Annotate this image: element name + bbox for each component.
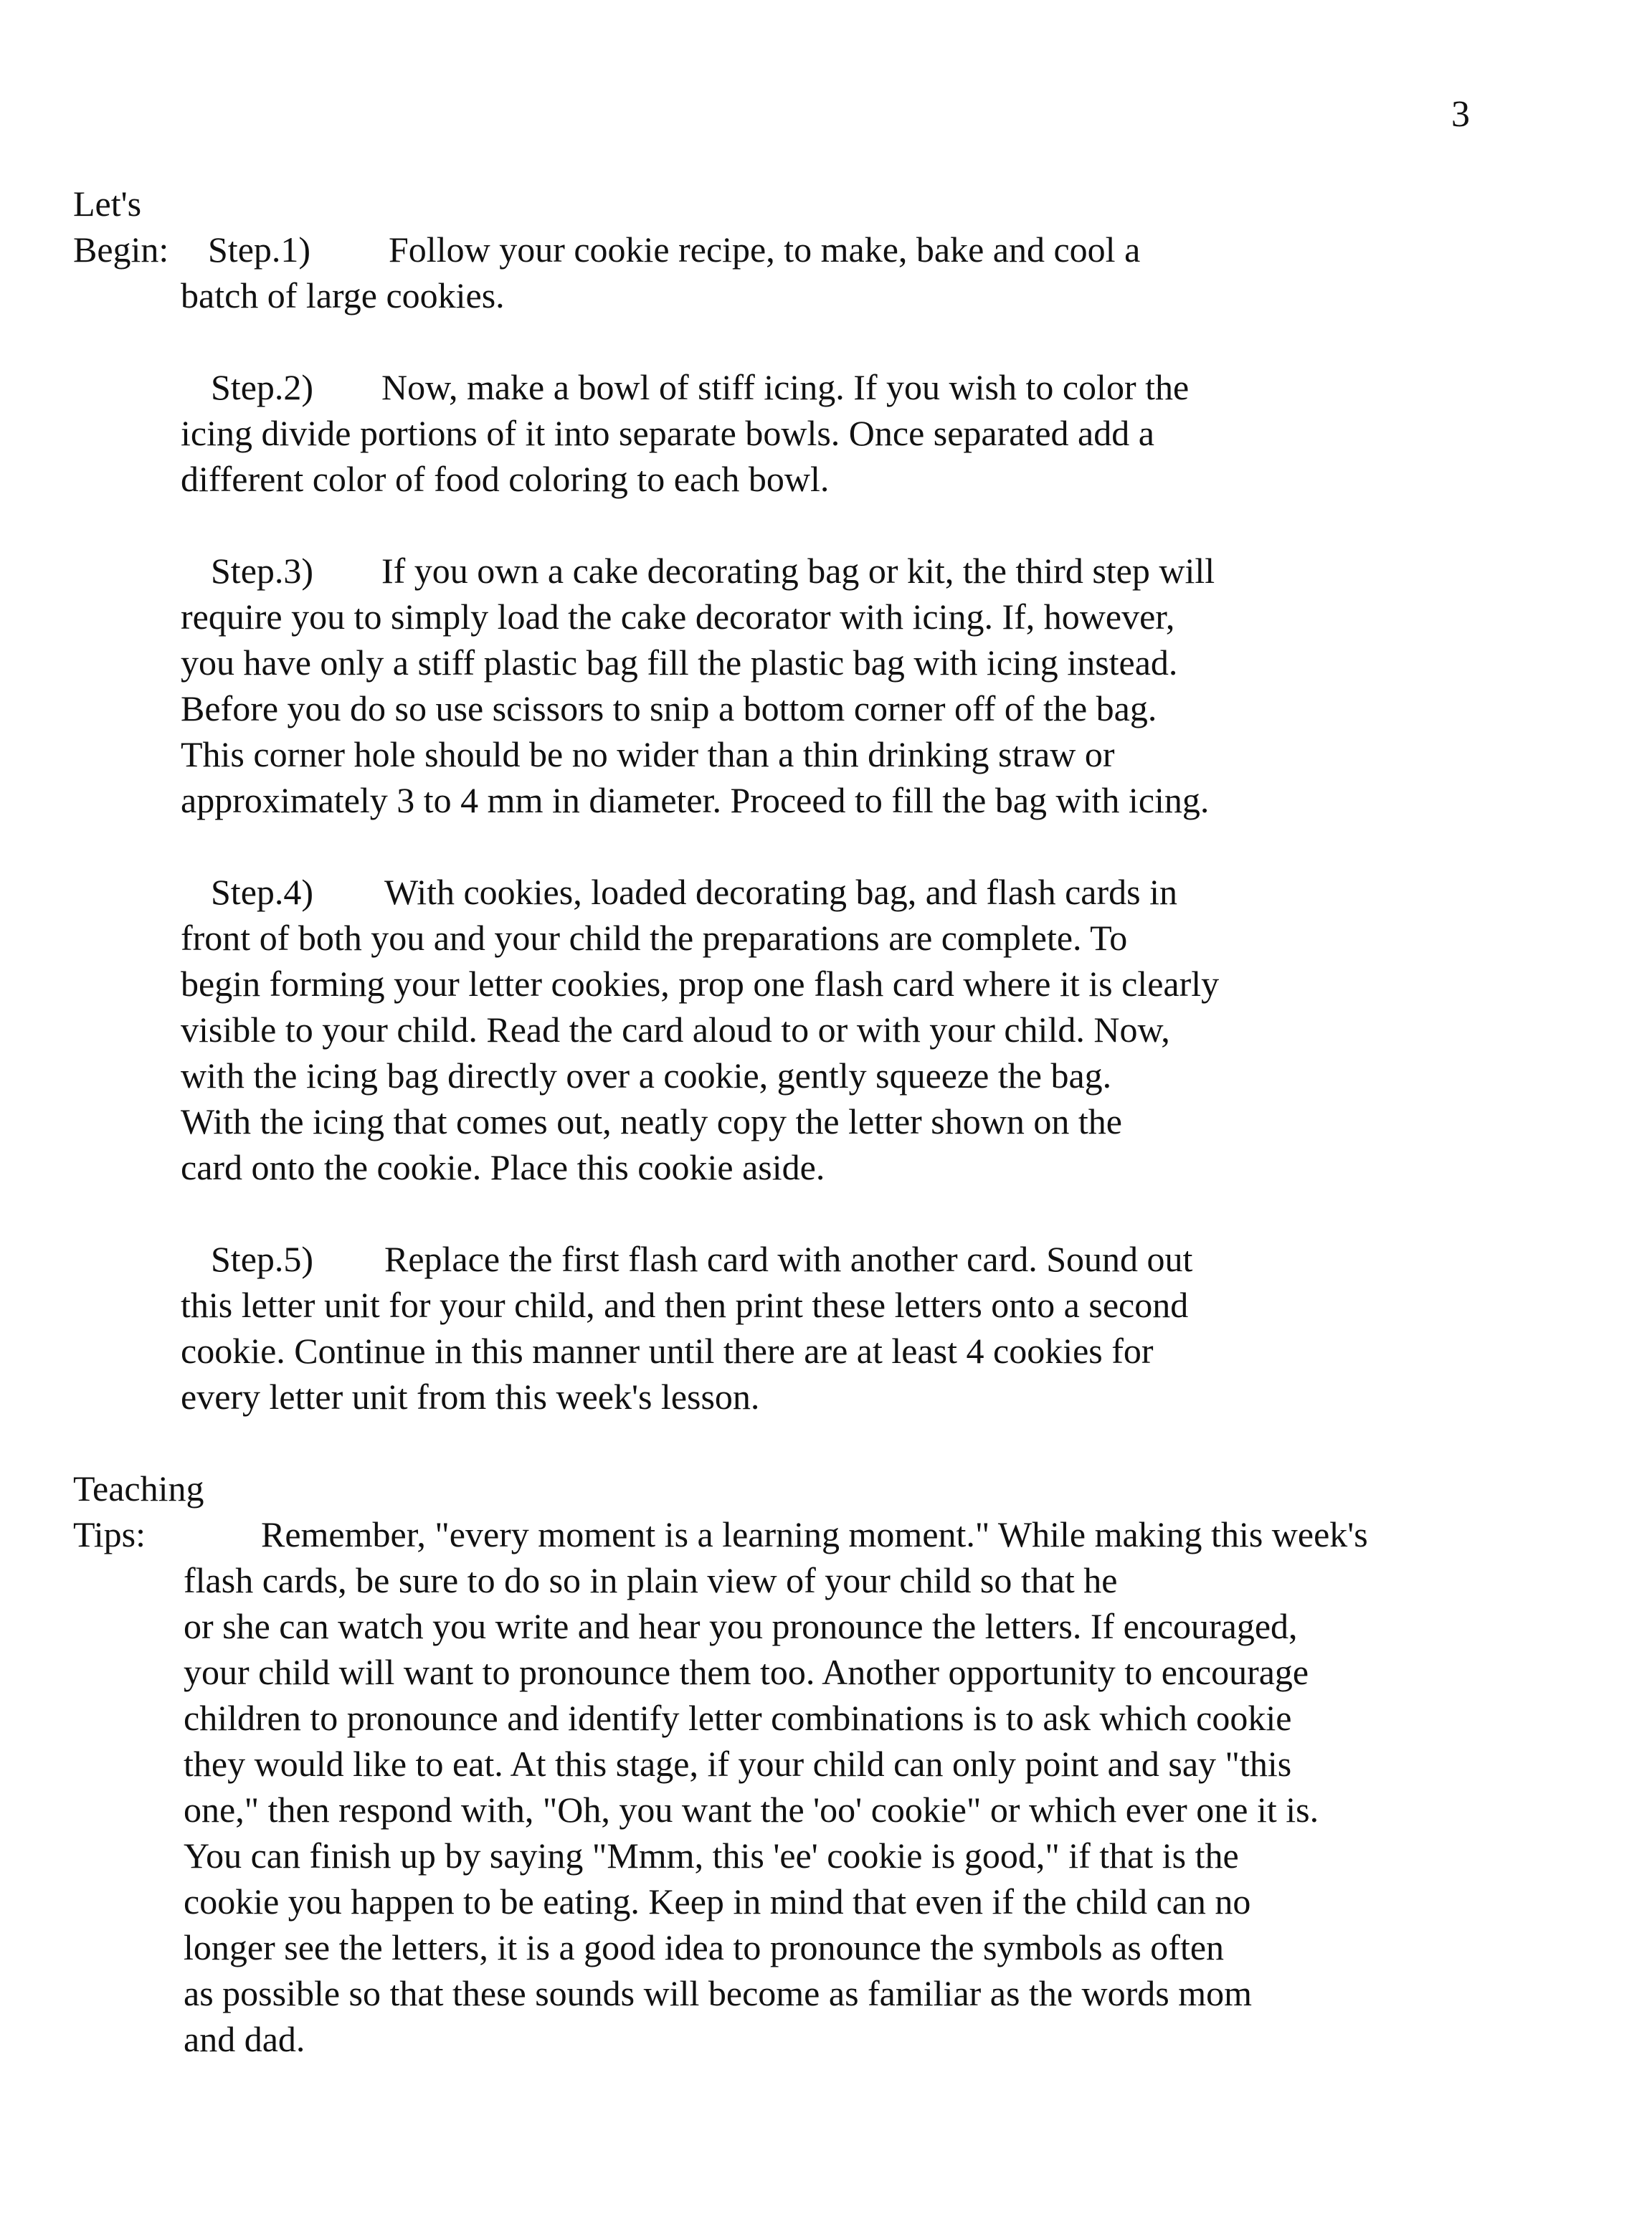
page-number: 3 (1451, 94, 1470, 135)
tips-line-12: and dad. (184, 2019, 305, 2059)
step-1-line-1: Follow your cookie recipe, to make, bake and cool a (389, 229, 1141, 270)
step-4-line-1: With cookies, loaded decorating bag, and flash cards in (384, 872, 1177, 912)
step-2-line-1: Now, make a bowl of stiff icing. If you wish to color the (381, 367, 1190, 407)
tips-line-6: they would like to eat. At this stage, if your child can only point and say "this (184, 1744, 1292, 1784)
step-4-line-5: with the icing bag directly over a cookie, gently squeeze the bag. (181, 1055, 1112, 1096)
step-2-line-3: different color of food coloring to each bowl. (181, 459, 830, 499)
step-3-line-3: you have only a stiff plastic bag fill the plastic bag with icing instead. (181, 642, 1178, 683)
step-3-line-2: require you to simply load the cake decorator with icing. If, however, (181, 597, 1175, 637)
step-5-line-1: Replace the first flash card with another card. Sound out (384, 1239, 1193, 1279)
tips-line-4: your child will want to pronounce them too. Another opportunity to encourage (184, 1652, 1309, 1692)
step-4-line-3: begin forming your letter cookies, prop one flash card where it is clearly (181, 964, 1220, 1004)
step-5-line-4: every letter unit from this week's lesson. (181, 1377, 760, 1417)
tips-line-1: Remember, "every moment is a learning moment." While making this week's (261, 1514, 1368, 1554)
step-3-line-4: Before you do so use scissors to snip a bottom corner off of the bag. (181, 688, 1157, 728)
step-2-line-2: icing divide portions of it into separate bowls. Once separated add a (181, 413, 1154, 453)
step-4-label: Step.4) (211, 872, 314, 912)
teaching-tips-label-line1: Teaching (73, 1468, 204, 1509)
tips-line-9: cookie you happen to be eating. Keep in mind that even if the child can no (184, 1881, 1251, 1922)
step-4-line-4: visible to your child. Read the card aloud to or with your child. Now, (181, 1010, 1170, 1050)
tips-line-7: one," then respond with, "Oh, you want the 'oo' cookie" or which ever one it is. (184, 1790, 1319, 1830)
lets-begin-label-line1: Let's (73, 184, 142, 224)
step-3-line-1: If you own a cake decorating bag or kit, the third step will (381, 551, 1215, 591)
step-4-line-7: card onto the cookie. Place this cookie aside. (181, 1147, 825, 1187)
tips-line-5: children to pronounce and identify letter combinations is to ask which cookie (184, 1698, 1292, 1738)
step-4-line-6: With the icing that comes out, neatly copy the letter shown on the (181, 1101, 1122, 1141)
step-4-line-2: front of both you and your child the preparations are complete. To (181, 918, 1128, 958)
teaching-tips-label-line2: Tips: (73, 1514, 146, 1554)
step-3-line-5: This corner hole should be no wider than a thin drinking straw or (181, 734, 1115, 774)
step-1-line-2: batch of large cookies. (181, 275, 505, 315)
step-5-label: Step.5) (211, 1239, 314, 1279)
tips-line-11: as possible so that these sounds will become as familiar as the words mom (184, 1973, 1253, 2013)
tips-line-8: You can finish up by saying "Mmm, this 'ee' cookie is good," if that is the (184, 1835, 1239, 1876)
lets-begin-label-line2: Begin: (73, 229, 169, 270)
tips-line-10: longer see the letters, it is a good idea to pronounce the symbols as often (184, 1927, 1225, 1967)
step-1-label: Step.1) (208, 229, 311, 270)
tips-line-2: flash cards, be sure to do so in plain view of your child so that he (184, 1560, 1118, 1600)
tips-line-3: or she can watch you write and hear you pronounce the letters. If encouraged, (184, 1606, 1298, 1646)
step-2-label: Step.2) (211, 367, 314, 407)
step-5-line-2: this letter unit for your child, and then print these letters onto a second (181, 1285, 1189, 1325)
step-3-label: Step.3) (211, 551, 314, 591)
step-5-line-3: cookie. Continue in this manner until there are at least 4 cookies for (181, 1331, 1154, 1371)
step-3-line-6: approximately 3 to 4 mm in diameter. Proceed to fill the bag with icing. (181, 780, 1210, 820)
